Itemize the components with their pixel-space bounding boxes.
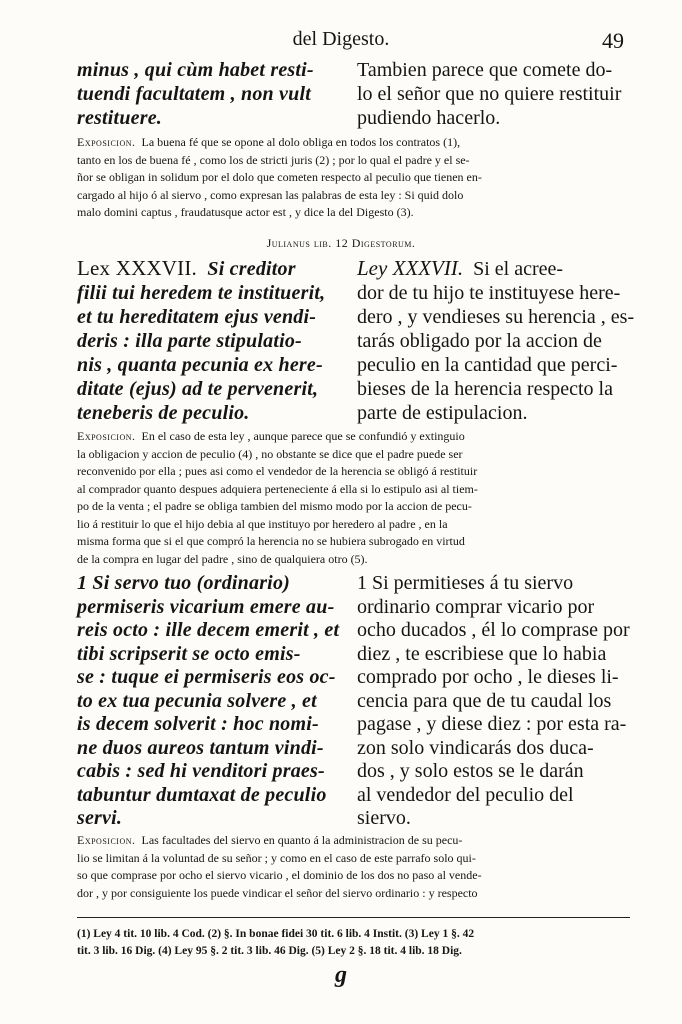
expo-line: po de la venta ; el padre se obliga tambien del mismo modo por la accion de pecu- <box>77 499 472 513</box>
spanish-line: tarás obligado por la accion de <box>357 330 602 352</box>
spanish-line: Si el acree- <box>473 258 564 280</box>
expo-line: lio á restituir lo que el hijo debia al que instituyo por heredero al padre , en la <box>77 516 448 531</box>
latin-line: restituere. <box>77 107 162 129</box>
expo-line: Las facultades del siervo en quanto á la administracion de su pecu- <box>141 833 463 847</box>
exposicion-label: Exposicion. <box>77 135 136 149</box>
latin-line: cabis : sed hi venditori praes- <box>77 760 325 782</box>
spanish-line: comprado por ocho , le dieses li- <box>357 666 619 688</box>
latin-line: 1 Si servo tuo (ordinario) <box>77 572 291 594</box>
page-number: 49 <box>602 28 624 53</box>
section-1-latin-column <box>77 572 339 831</box>
spanish-line: dos , y solo estos se le darán <box>357 760 584 782</box>
spanish-line: peculio en la cantidad que perci- <box>357 354 618 376</box>
signature-mark: g <box>335 962 347 988</box>
latin-line: permiseris vicarium emere au- <box>77 595 335 618</box>
expo-line: lio se limitan á la voluntad de su señor ; y como en el caso de este parrafo solo qui- <box>77 850 476 865</box>
spanish-line: cencia para que de tu caudal los <box>357 689 612 712</box>
latin-line: to ex tua pecunia solvere , et <box>77 689 317 712</box>
spanish-line: Tambien parece que comete do- <box>357 59 613 81</box>
latin-line: filii tui heredem te instituerit, <box>77 282 326 304</box>
footnote-rule <box>77 917 630 918</box>
latin-line: tabuntur dumtaxat de peculio <box>77 783 327 806</box>
spanish-line: dor de tu hijo te instituyese here- <box>357 282 621 304</box>
spanish-line: lo el señor que no quiere restituir <box>357 83 622 105</box>
top-latin-column <box>77 58 314 130</box>
exposicion-label: Exposicion. <box>77 833 136 847</box>
expo-line: de la compra en lugar del padre , sino de qualquiera otro (5). <box>77 551 368 566</box>
expo-line: malo domini captus , fraudatusque actor est , y dice la del Digesto (3). <box>77 205 414 219</box>
expo-line: dor , y por consiguiente los puede vindicar el señor del siervo ordinario : y respecto <box>77 885 478 900</box>
footnotes <box>77 926 630 960</box>
lex-heading: Lex XXXVII. <box>77 256 197 280</box>
expo-line: La buena fé que se opone al dolo obliga en todos los contratos (1), <box>141 135 461 149</box>
latin-line: minus , qui cùm habet resti- <box>77 59 314 81</box>
spanish-line: pagase , y diese diez : por esta ra- <box>357 713 627 735</box>
latin-line: deris : illa parte stipulatio- <box>77 330 302 352</box>
expo-line: reconvenido por ella ; pues asi como el vendedor de la herencia se obligó á restituir <box>77 464 478 478</box>
latin-line: Si creditor <box>207 258 296 280</box>
spanish-line: zon solo vindicarás dos duca- <box>357 736 594 759</box>
spanish-line: dero , y vendieses su herencia , es- <box>357 306 635 328</box>
footnote-line: (1) Ley 4 tit. 10 lib. 4 Cod. (2) §. In bonae fidei 30 tit. 6 lib. 4 Instit. (3) Ley 1 §. 42 <box>77 928 475 940</box>
top-spanish-column <box>357 58 621 130</box>
latin-line: tuendi facultatem , non vult <box>77 83 311 105</box>
expo-line: En el caso de esta ley , aunque parece que se confundió y extinguio <box>141 429 465 443</box>
spanish-line: al vendedor del peculio del <box>357 783 574 806</box>
latin-line: se : tuque ei permiseris eos oc- <box>77 666 336 688</box>
spanish-line: bieses de la herencia respecto la <box>357 378 613 400</box>
page-title: del Digesto. <box>292 28 390 50</box>
expo-line: tanto en los de buena fé , como los de stricti juris (2) ; por lo qual el padre y el se- <box>77 152 470 167</box>
exposicion-paragraph-2 <box>77 428 622 568</box>
running-head <box>0 28 682 58</box>
spanish-line: ordinario comprar vicario por <box>357 595 595 618</box>
latin-line: et tu hereditatem ejus vendi- <box>77 306 317 328</box>
ley-spanish-column <box>357 256 634 425</box>
exposicion-paragraph-1 <box>77 134 622 222</box>
expo-line: cargado al hijo ó al siervo , como expresan las palabras de esta ley : Si quid dolo <box>77 187 464 202</box>
latin-line: tibi scripserit se octo emis- <box>77 642 301 665</box>
expo-line: so que comprase por ocho el siervo vicario , el dominio de los dos no paso al vende- <box>77 868 482 882</box>
footnote-line: tit. 3 lib. 16 Dig. (4) Ley 95 §. 2 tit. 3 lib. 46 Dig. (5) Ley 2 §. 18 tit. 4 lib. 18 Dig. <box>77 945 462 957</box>
lex-latin-column <box>77 256 325 425</box>
spanish-line: pudiendo hacerlo. <box>357 107 501 129</box>
latin-line: teneberis de peculio. <box>77 402 250 424</box>
spanish-line: parte de estipulacion. <box>357 402 528 424</box>
expo-line: al comprador quanto despues adquiera perteneciente á ella si lo estipulo asi al tiem- <box>77 481 478 496</box>
source-citation: Julianus lib. 12 Digestorum. <box>266 236 416 250</box>
expo-line: la obligacion y accion de peculio (4) , no obstante se dice que el padre puede ser <box>77 446 463 461</box>
latin-line: ne duos aureos tantum vindi- <box>77 736 324 759</box>
latin-line: is decem solverit : hoc nomi- <box>77 713 319 735</box>
spanish-line: 1 Si permitieses á tu siervo <box>357 572 574 594</box>
expo-line: ñor se obligan in solidum por el dolo que cometen respecto al peculio que tienen en- <box>77 170 482 184</box>
exposicion-paragraph-3 <box>77 832 622 902</box>
section-1-spanish-column <box>357 572 630 831</box>
latin-line: ditate (ejus) ad te pervenerit, <box>77 378 319 400</box>
latin-line: reis octo : ille decem emerit , et <box>77 619 340 641</box>
ley-heading: Ley XXXVII. <box>357 256 464 280</box>
expo-line: misma forma que si el que compró la herencia no se hubiera subrogado en virtud <box>77 534 465 548</box>
exposicion-label: Exposicion. <box>77 429 136 443</box>
latin-line: servi. <box>77 807 123 829</box>
spanish-line: ocho ducados , él lo comprase por <box>357 619 630 641</box>
spanish-line: diez , te escribiese que lo habia <box>357 642 607 665</box>
spanish-line: siervo. <box>357 807 411 829</box>
latin-line: nis , quanta pecunia ex here- <box>77 354 323 376</box>
